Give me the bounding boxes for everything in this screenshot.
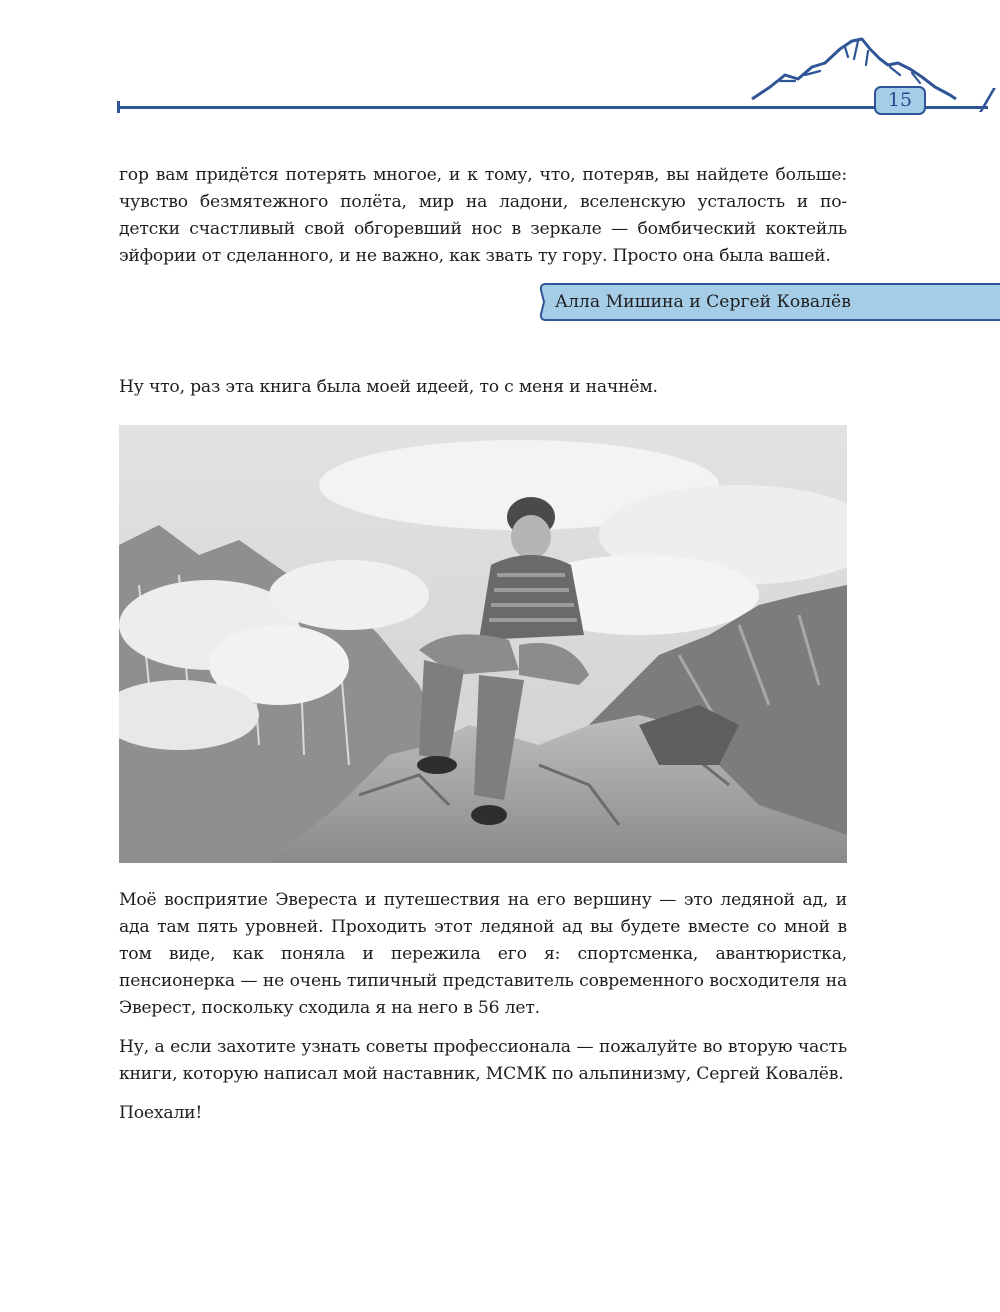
summit-photo [119, 425, 847, 863]
closing-line: Поехали! [119, 1103, 203, 1123]
intro-paragraph: гор вам придётся потерять многое, и к тому, что, потеряв, вы найдете больше: чувство безмятежного полёта, мир на ладони, вселенскую усталость и по-детски счастливый свой обгоревший нос в зеркале — бомбический коктейль эйфории от сделанного, и не важно, как звать ту гору. Просто она была вашей. [119, 165, 847, 266]
author-line: Алла Мишина и Сергей Ковалёв [555, 292, 851, 312]
mountain-peaks-icon [750, 35, 960, 105]
photo-illustration [119, 425, 847, 863]
page-number: 15 [887, 89, 913, 111]
page-number-badge [874, 86, 926, 115]
paragraph-advice: Ну, а если захотите узнать советы профессионала — пожалуйте во вторую часть книги, которую написал мой наставник, МСМК по альпинизму, Сергей Ковалёв. [119, 1037, 847, 1084]
paragraph-everest: Моё восприятие Эвереста и путешествия на его вершину — это ледяной ад, и ада там пять уровней. Проходить этот ледяной ад вы будете вместе со мной в том виде, как поняла и пережила его я: спортсменка, авантюристка, пенсионерка — не очень типичный представитель современного восходителя на Эверест, поскольку сходила я на него в 56 лет. [119, 890, 847, 1018]
header-rule [118, 106, 988, 109]
opening-line: Ну что, раз эта книга была моей идеей, то с меня и начнём. [119, 377, 658, 397]
